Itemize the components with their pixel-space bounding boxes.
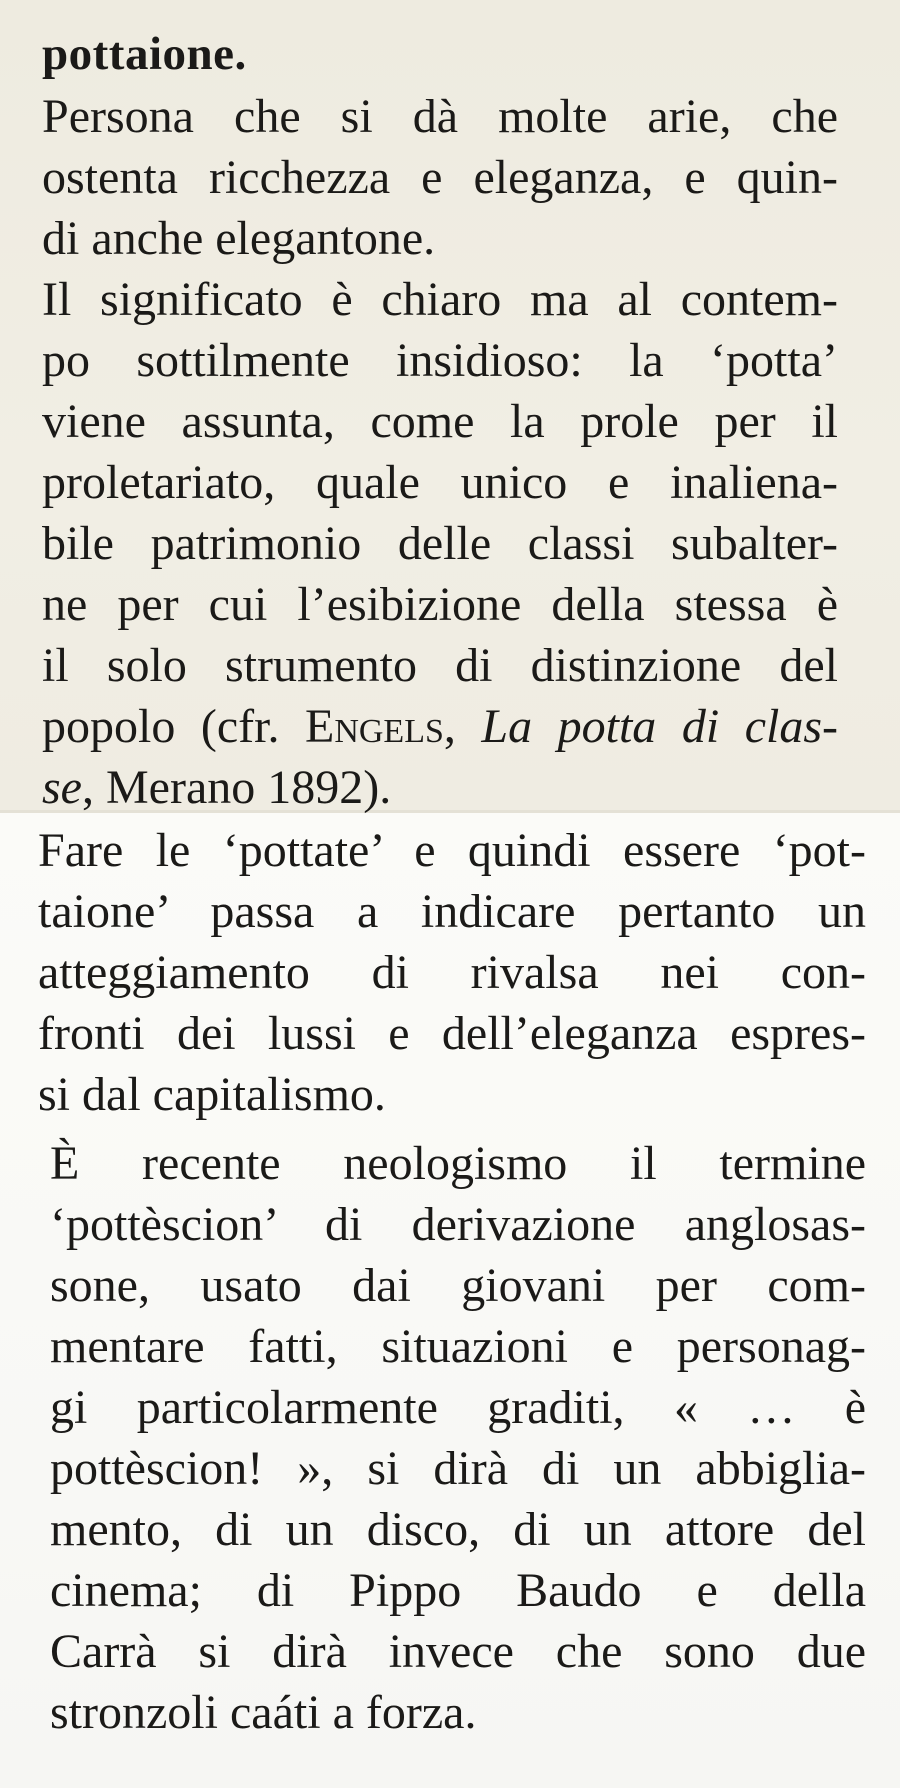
paragraph-meaning [42,269,838,818]
text-line: cinema; di Pippo Baudo e della [50,1564,866,1617]
citation-line [42,696,838,757]
text-line: bile patrimonio delle classi subalter- [42,517,838,570]
text-line: ‘pottèscion’ di derivazione anglosas- [50,1198,866,1251]
text-line: atteggiamento di rivalsa nei con- [38,946,866,999]
paragraph-pottate [38,820,866,1125]
text-line: Fare le ‘pottate’ e quindi essere ‘pot- [38,824,866,877]
citation-title-end: se [42,761,82,814]
text-line: Carrà si dirà invece che sono due [50,1625,866,1678]
text-line: È recente neologismo il termine [50,1137,866,1190]
citation-line-end [42,757,838,818]
text-line: pottèscion! », si dirà di un abbiglia- [50,1442,866,1495]
text-line: fronti dei lussi e dell’eleganza espres- [38,1007,866,1060]
text-line: Il significato è chiaro ma al contem- [42,273,838,326]
citation-author: Engels [305,700,444,753]
text-line: Persona che si dà molte arie, che [42,90,838,143]
paragraph-definition [42,86,838,269]
citation-separator: , [443,700,482,753]
text-line: il solo strumento di distinzione del [42,639,838,692]
text-line: viene assunta, come la prole per il [42,395,838,448]
text-line: sone, usato dai giovani per com- [50,1259,866,1312]
text-line: gi particolarmente graditi, « … è [50,1381,866,1434]
citation-prefix: popolo (cfr. [42,700,305,753]
text-line: di anche elegantone. [42,212,436,265]
entry-headword: pottaione. [42,28,247,80]
text-line: mento, di un disco, di un attore del [50,1503,866,1556]
text-line: ostenta ricchezza e eleganza, e quin- [42,151,838,204]
citation-place-year: , Merano 1892). [81,761,392,814]
text-line: po sottilmente insidioso: la ‘potta’ [42,334,838,387]
text-line: mentare fatti, situazioni e personag- [50,1320,866,1373]
paragraph-neologism [50,1133,866,1743]
text-line: stronzoli caáti a forza. [50,1686,477,1739]
citation-title: La potta di clas- [481,700,838,753]
text-line: proletariato, quale unico e inaliena- [42,456,838,509]
text-line: si dal capitalismo. [38,1068,386,1121]
text-line: ne per cui l’esibizione della stessa è [42,578,838,631]
text-line: taione’ passa a indicare pertanto un [38,885,866,938]
